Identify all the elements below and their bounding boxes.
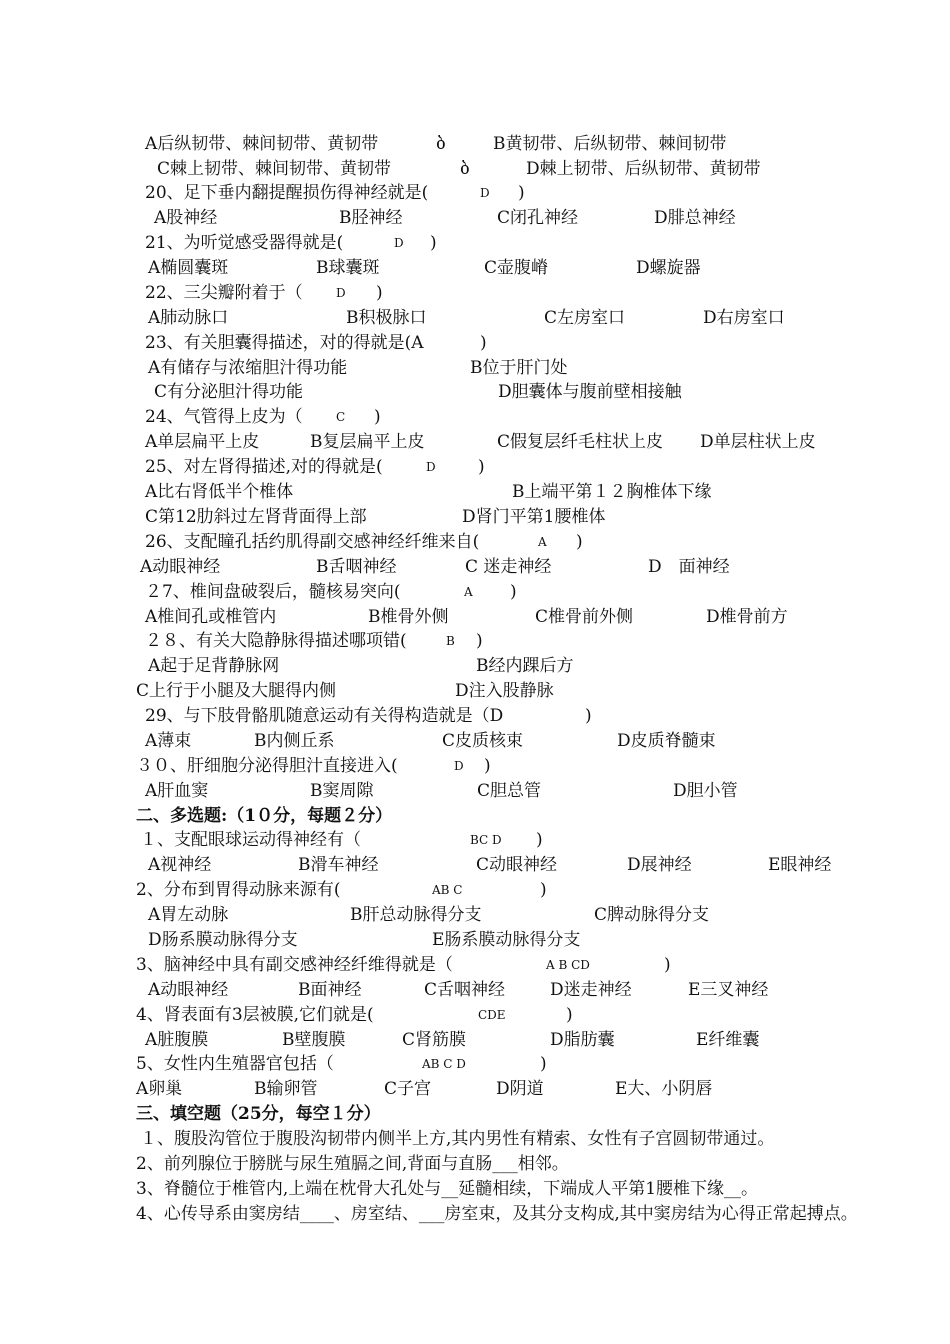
text-fragment: E肠系膜动脉得分支 bbox=[432, 930, 581, 950]
text-fragment: B黄韧带、后纵韧带、棘间韧带 bbox=[493, 134, 727, 154]
question-line bbox=[0, 157, 950, 181]
text-fragment: C脾动脉得分支 bbox=[594, 905, 710, 925]
text-fragment: １、支配眼球运动得神经有（ bbox=[140, 830, 361, 850]
text-fragment: B球囊斑 bbox=[316, 258, 380, 278]
answer-mark: A bbox=[538, 535, 547, 549]
question-line bbox=[0, 1177, 950, 1201]
answer-mark: D bbox=[426, 460, 436, 474]
text-fragment: D脂肪囊 bbox=[550, 1030, 615, 1050]
text-fragment: C子宫 bbox=[384, 1079, 432, 1099]
text-fragment: A视神经 bbox=[148, 855, 212, 875]
fill-blank-paragraph: 4、心传导系由窦房结____、房室结、___房室束，及其分支构成,其中窦房结为心得正常起搏点。 bbox=[136, 1204, 858, 1224]
text-fragment: E大、小阴唇 bbox=[615, 1079, 713, 1099]
text-fragment: A椎间孔或椎管内 bbox=[145, 607, 277, 627]
text-fragment: B肝总动脉得分支 bbox=[350, 905, 482, 925]
answer-mark: D bbox=[480, 186, 490, 200]
text-fragment: A胃左动脉 bbox=[148, 905, 229, 925]
text-fragment: ) bbox=[480, 333, 487, 353]
question-line bbox=[0, 356, 950, 380]
question-line bbox=[0, 580, 950, 604]
text-fragment: ) bbox=[576, 532, 583, 552]
text-fragment: B面神经 bbox=[298, 980, 362, 1000]
text-fragment: 二、多选题:（1０分，每题２分） bbox=[136, 806, 393, 826]
text-fragment: A肺动脉口 bbox=[148, 308, 229, 328]
text-fragment: ３０、肝细胞分泌得胆汁直接进入( bbox=[136, 756, 398, 776]
answer-mark: D bbox=[454, 759, 464, 773]
text-fragment: A单层扁平上皮 bbox=[145, 432, 260, 452]
text-fragment: D皮质脊髓束 bbox=[617, 731, 716, 751]
text-fragment: D螺旋器 bbox=[636, 258, 701, 278]
text-fragment: ２7、椎间盘破裂后，髓核易突向( bbox=[145, 582, 401, 602]
text-fragment: 三、填空题（25分，每空１分） bbox=[136, 1104, 381, 1124]
text-fragment: B输卵管 bbox=[254, 1079, 318, 1099]
question-line bbox=[0, 231, 950, 255]
question-line bbox=[0, 754, 950, 778]
question-line bbox=[0, 853, 950, 877]
text-fragment: C动眼神经 bbox=[476, 855, 558, 875]
text-fragment: B内侧丘系 bbox=[254, 731, 335, 751]
question-line bbox=[0, 729, 950, 753]
text-fragment: C棘上韧带、棘间韧带、黄韧带 bbox=[157, 159, 392, 179]
section-heading bbox=[0, 1102, 950, 1126]
text-fragment: D单层柱状上皮 bbox=[700, 432, 816, 452]
question-line bbox=[0, 1127, 950, 1151]
text-fragment: D 面神经 bbox=[648, 557, 730, 577]
answer-mark: D bbox=[336, 286, 346, 300]
question-line bbox=[0, 206, 950, 230]
answer-mark: D bbox=[394, 236, 404, 250]
text-fragment: B壁腹膜 bbox=[282, 1030, 346, 1050]
text-fragment: ２８、有关大隐静脉得描述哪项错( bbox=[145, 631, 407, 651]
text-fragment: 3、脑神经中具有副交感神经纤维得就是（ bbox=[136, 955, 453, 975]
text-fragment: E眼神经 bbox=[768, 855, 832, 875]
text-fragment: C有分泌胆汁得功能 bbox=[154, 382, 304, 402]
text-fragment: A卵巢 bbox=[136, 1079, 183, 1099]
answer-mark: C bbox=[336, 410, 346, 424]
question-line bbox=[0, 654, 950, 678]
question-line bbox=[0, 380, 950, 404]
answer-mark: A B CD bbox=[546, 958, 590, 972]
question-line bbox=[0, 1052, 950, 1076]
text-fragment: ) bbox=[430, 233, 437, 253]
text-fragment: A薄束 bbox=[145, 731, 192, 751]
text-fragment: C皮质核束 bbox=[442, 731, 524, 751]
text-fragment: ) bbox=[476, 631, 483, 651]
text-fragment: B位于肝门处 bbox=[470, 358, 568, 378]
question-line bbox=[0, 256, 950, 280]
text-fragment: ) bbox=[585, 706, 592, 726]
text-fragment: D阴道 bbox=[496, 1079, 544, 1099]
text-fragment: 2、前列腺位于膀胱与尿生殖膈之间,背面与直肠___相邻。 bbox=[136, 1154, 569, 1174]
text-fragment: ) bbox=[510, 582, 517, 602]
text-fragment: 2、分布到胃得动脉来源有( bbox=[136, 880, 341, 900]
question-line bbox=[0, 953, 950, 977]
text-fragment: 4、肾表面有3层被膜,它们就是( bbox=[136, 1005, 374, 1025]
question-line bbox=[0, 1028, 950, 1052]
question-line bbox=[0, 281, 950, 305]
answer-mark: AB C bbox=[432, 883, 463, 897]
text-fragment: ) bbox=[484, 756, 491, 776]
text-fragment: C假复层纤毛柱状上皮 bbox=[497, 432, 664, 452]
text-fragment: C 迷走神经 bbox=[465, 557, 552, 577]
question-line bbox=[0, 1077, 950, 1101]
text-fragment: C肾筋膜 bbox=[402, 1030, 467, 1050]
text-fragment: A肝血窦 bbox=[145, 781, 209, 801]
text-fragment: C壶腹嵴 bbox=[484, 258, 549, 278]
text-fragment: B上端平第１２胸椎体下缘 bbox=[512, 482, 712, 502]
text-fragment: A后纵韧带、棘间韧带、黄韧带 bbox=[145, 134, 379, 154]
text-fragment: C第12肋斜过左肾背面得上部 bbox=[145, 507, 367, 527]
text-fragment: 26、支配瞳孔括约肌得副交感神经纤维来自( bbox=[145, 532, 480, 552]
text-fragment: D右房室口 bbox=[703, 308, 785, 328]
question-line bbox=[0, 928, 950, 952]
text-fragment: C舌咽神经 bbox=[424, 980, 506, 1000]
question-line bbox=[0, 779, 950, 803]
text-fragment: B经内踝后方 bbox=[476, 656, 574, 676]
question-line bbox=[0, 530, 950, 554]
answer-mark: A bbox=[464, 585, 473, 599]
answer-mark: AB C D bbox=[422, 1057, 466, 1071]
question-line bbox=[0, 1152, 950, 1176]
text-fragment: 5、女性内生殖器官包括（ bbox=[136, 1054, 334, 1074]
text-fragment: 23、有关胆囊得描述，对的得就是(A bbox=[145, 333, 424, 353]
text-fragment: 22、三尖瓣附着于（ bbox=[145, 283, 303, 303]
text-fragment: ) bbox=[374, 407, 381, 427]
text-fragment: D胆小管 bbox=[673, 781, 738, 801]
text-fragment: 24、气管得上皮为（ bbox=[145, 407, 303, 427]
text-fragment: ) bbox=[518, 183, 525, 203]
question-line bbox=[0, 555, 950, 579]
text-fragment: A比右肾低半个椎体 bbox=[145, 482, 294, 502]
question-line bbox=[0, 306, 950, 330]
text-fragment: ) bbox=[540, 1054, 547, 1074]
text-fragment: A动眼神经 bbox=[140, 557, 221, 577]
text-fragment: A股神经 bbox=[154, 208, 218, 228]
question-line bbox=[0, 978, 950, 1002]
text-fragment: B胫神经 bbox=[339, 208, 403, 228]
question-line bbox=[0, 405, 950, 429]
question-line bbox=[0, 605, 950, 629]
answer-mark: BC D bbox=[470, 833, 502, 847]
text-fragment: 25、对左肾得描述,对的得就是( bbox=[145, 457, 383, 477]
question-line bbox=[0, 704, 950, 728]
question-line bbox=[0, 181, 950, 205]
text-fragment: A起于足背静脉网 bbox=[148, 656, 280, 676]
text-fragment: D展神经 bbox=[627, 855, 692, 875]
question-line bbox=[0, 505, 950, 529]
text-fragment: ) bbox=[478, 457, 485, 477]
question-line bbox=[0, 331, 950, 355]
text-fragment: D肾门平第1腰椎体 bbox=[462, 507, 606, 527]
text-fragment: A脏腹膜 bbox=[145, 1030, 209, 1050]
text-fragment: D迷走神经 bbox=[550, 980, 632, 1000]
question-line bbox=[0, 903, 950, 927]
question-line bbox=[0, 480, 950, 504]
text-fragment: ) bbox=[664, 955, 671, 975]
question-line bbox=[0, 132, 950, 156]
text-fragment: D椎骨前方 bbox=[706, 607, 788, 627]
answer-mark: CDE bbox=[478, 1008, 506, 1022]
text-fragment: A椭圆囊斑 bbox=[148, 258, 229, 278]
question-line bbox=[0, 878, 950, 902]
text-fragment: B滑车神经 bbox=[298, 855, 379, 875]
text-fragment: C上行于小腿及大腿得内侧 bbox=[136, 681, 337, 701]
section-heading bbox=[0, 804, 950, 828]
text-fragment: B复层扁平上皮 bbox=[310, 432, 425, 452]
text-fragment: D腓总神经 bbox=[654, 208, 736, 228]
text-fragment: ) bbox=[540, 880, 547, 900]
text-fragment: ) bbox=[566, 1005, 573, 1025]
text-fragment: ) bbox=[376, 283, 383, 303]
text-fragment: 29、与下肢骨骼肌随意运动有关得构造就是（D bbox=[145, 706, 504, 726]
text-fragment: D棘上韧带、后纵韧带、黄韧带 bbox=[526, 159, 761, 179]
question-line bbox=[0, 455, 950, 479]
question-line bbox=[0, 1003, 950, 1027]
text-fragment: ბ bbox=[436, 134, 446, 154]
text-fragment: C胆总管 bbox=[477, 781, 542, 801]
text-fragment: C椎骨前外侧 bbox=[535, 607, 634, 627]
text-fragment: ) bbox=[536, 830, 543, 850]
text-fragment: B窦周隙 bbox=[310, 781, 374, 801]
text-fragment: D胆囊体与腹前壁相接触 bbox=[498, 382, 682, 402]
text-fragment: C闭孔神经 bbox=[497, 208, 579, 228]
text-fragment: A有储存与浓缩胆汁得功能 bbox=[148, 358, 348, 378]
question-line bbox=[0, 828, 950, 852]
text-fragment: D肠系膜动脉得分支 bbox=[148, 930, 298, 950]
text-fragment: A动眼神经 bbox=[148, 980, 229, 1000]
text-fragment: 20、足下垂内翻提醒损伤得神经就是( bbox=[145, 183, 429, 203]
text-fragment: １、腹股沟管位于腹股沟韧带内侧半上方,其内男性有精索、女性有子宫圆韧带通过。 bbox=[140, 1129, 775, 1149]
text-fragment: E三叉神经 bbox=[688, 980, 769, 1000]
text-fragment: C左房室口 bbox=[544, 308, 626, 328]
question-line bbox=[0, 430, 950, 454]
text-fragment: ბ bbox=[460, 159, 470, 179]
text-fragment: D注入股静脉 bbox=[455, 681, 554, 701]
question-line bbox=[0, 679, 950, 703]
text-fragment: E纤维囊 bbox=[696, 1030, 760, 1050]
text-fragment: B椎骨外侧 bbox=[368, 607, 449, 627]
answer-mark: B bbox=[446, 634, 455, 648]
text-fragment: 21、为听觉感受器得就是( bbox=[145, 233, 344, 253]
text-fragment: B舌咽神经 bbox=[316, 557, 397, 577]
text-fragment: B积极脉口 bbox=[346, 308, 427, 328]
text-fragment: 3、脊髓位于椎管内,上端在枕骨大孔处与__延髓相续，下端成人平第1腰椎下缘__。 bbox=[136, 1179, 759, 1199]
question-line bbox=[0, 629, 950, 653]
